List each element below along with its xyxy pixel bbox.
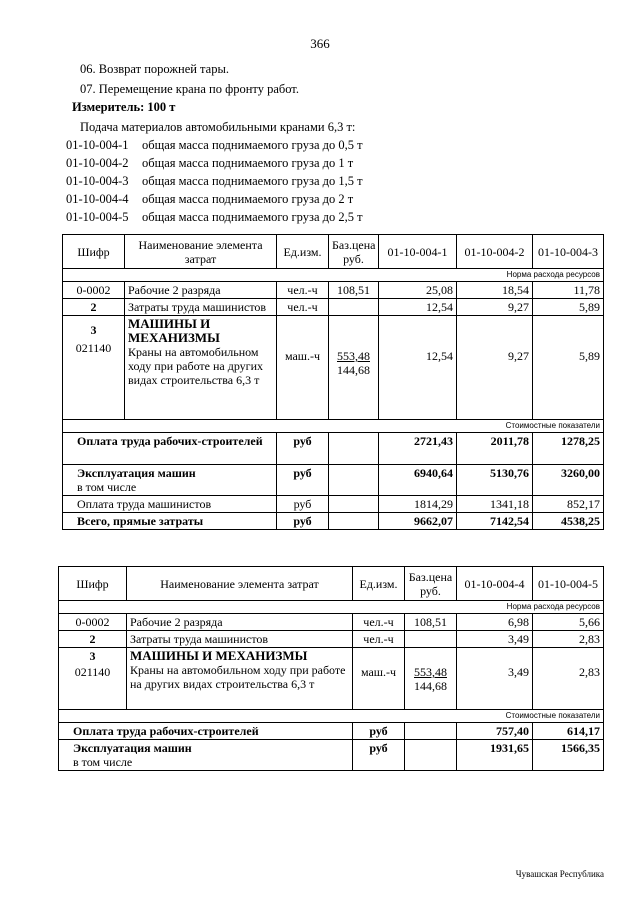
sum-unit: руб: [277, 465, 329, 496]
sum-value: 4538,25: [533, 513, 604, 530]
sum-value: 3260,00: [533, 465, 604, 496]
header-col-4: 01-10-004-4: [457, 567, 533, 601]
sum-value: 614,17: [533, 723, 604, 740]
sum-value: 1566,35: [533, 740, 604, 771]
header-col-3: 01-10-004-3: [533, 235, 604, 269]
cost-label: Стоимостные показатели: [63, 420, 604, 433]
row-code: 0-0002: [59, 614, 127, 631]
row-name-cell: [125, 316, 277, 420]
footer-region: Чувашская Республика: [515, 869, 604, 879]
header-price: Баз.цена руб.: [405, 567, 457, 601]
sum-unit: руб: [353, 723, 405, 740]
row-name: Затраты труда машинистов: [127, 631, 353, 648]
sum-value: 852,17: [533, 496, 604, 513]
row-name: Рабочие 2 разряда: [125, 282, 277, 299]
sum-value: 2011,78: [457, 433, 533, 465]
sum-value: 757,40: [457, 723, 533, 740]
intro-item: 01-10-004-5 общая масса поднимаемого груза до 2,5 т: [66, 210, 363, 224]
row-code-cell: [59, 648, 127, 710]
header-price: Баз.цена руб.: [329, 235, 379, 269]
row-value: 5,89: [533, 299, 604, 316]
sum-name: Всего, прямые затраты: [63, 513, 277, 530]
sum-unit: руб: [277, 496, 329, 513]
sum-value: 1341,18: [457, 496, 533, 513]
sum-value: 7142,54: [457, 513, 533, 530]
header-unit: Ед.изм.: [353, 567, 405, 601]
sum-sub: в том числе: [77, 480, 137, 494]
sum-name: Эксплуатация машин: [77, 466, 196, 480]
row-code: 2: [63, 299, 125, 316]
row-code: 2: [59, 631, 127, 648]
machine-price-2: 144,68: [414, 679, 447, 693]
row-value: 2,83: [533, 631, 604, 648]
intro-line-2: 07. Перемещение крана по фронту работ.: [80, 82, 299, 96]
row-code: 0-0002: [63, 282, 125, 299]
page-number: 366: [310, 36, 330, 51]
row-value: 6,98: [457, 614, 533, 631]
intro-item: 01-10-004-2 общая масса поднимаемого груза до 1 т: [66, 156, 354, 170]
norm-label: Норма расхода ресурсов: [63, 269, 604, 282]
machine-price-1: 553,48: [414, 665, 447, 679]
intro-heading: Подача материалов автомобильными кранами 6,3 т:: [80, 120, 356, 134]
header-unit: Ед.изм.: [277, 235, 329, 269]
sum-sub: в том числе: [73, 755, 133, 769]
row-value: 3,49: [508, 665, 529, 679]
resource-table-1: [62, 234, 604, 530]
row-value: 5,89: [579, 349, 600, 363]
header-name: Наименование элемента затрат: [127, 567, 353, 601]
row-unit: чел.-ч: [353, 614, 405, 631]
row-price: 108,51: [405, 614, 457, 631]
sum-value: 1931,65: [457, 740, 533, 771]
sum-name: Оплата труда машинистов: [63, 496, 277, 513]
header-name: Наименование элемента затрат: [125, 235, 277, 269]
row-value-cell: [457, 648, 533, 710]
row-value: 12,54: [426, 349, 453, 363]
row-unit: чел.-ч: [277, 299, 329, 316]
machine-code: 021140: [74, 665, 111, 679]
section-code: 3: [90, 323, 97, 337]
row-price-cell: [329, 316, 379, 420]
intro-item: 01-10-004-1 общая масса поднимаемого груза до 0,5 т: [66, 138, 363, 152]
row-value: 18,54: [457, 282, 533, 299]
sum-name-cell: [59, 740, 353, 771]
section-name: МАШИНЫ И МЕХАНИЗМЫ: [130, 648, 308, 663]
section-name: МАШИНЫ И МЕХАНИЗМЫ: [128, 316, 220, 345]
row-name-cell: [127, 648, 353, 710]
header-col-2: 01-10-004-2: [457, 235, 533, 269]
sum-value: 6940,64: [379, 465, 457, 496]
sum-name: Оплата труда рабочих-строителей: [63, 433, 277, 465]
machine-price-2: 144,68: [337, 363, 370, 377]
row-value: 9,27: [508, 349, 529, 363]
row-code-cell: [63, 316, 125, 420]
sum-value: 1814,29: [379, 496, 457, 513]
row-value-cell: [379, 316, 457, 420]
section-code: 3: [89, 649, 96, 663]
row-unit-cell: [353, 648, 405, 710]
intro-item: 01-10-004-4 общая масса поднимаемого груза до 2 т: [66, 192, 354, 206]
intro-line-1: 06. Возврат порожней тары.: [80, 62, 229, 76]
sum-value: 9662,07: [379, 513, 457, 530]
machine-name: Краны на автомобильном ходу при работе на других видах строительства 6,3 т: [130, 663, 346, 691]
norm-label: Норма расхода ресурсов: [59, 601, 604, 614]
measure-unit: Измеритель: 100 т: [72, 100, 176, 114]
sum-value: 5130,76: [457, 465, 533, 496]
machine-code: 021140: [75, 341, 112, 355]
row-value: 3,49: [457, 631, 533, 648]
machine-unit: маш.-ч: [284, 349, 321, 363]
row-value: 2,83: [579, 665, 600, 679]
machine-price-1: 553,48: [337, 349, 370, 363]
cost-label: Стоимостные показатели: [59, 710, 604, 723]
row-unit-cell: [277, 316, 329, 420]
row-price-cell: [405, 648, 457, 710]
sum-name: Оплата труда рабочих-строителей: [59, 723, 353, 740]
row-name: Рабочие 2 разряда: [127, 614, 353, 631]
header-col-5: 01-10-004-5: [533, 567, 604, 601]
row-name: Затраты труда машинистов: [125, 299, 277, 316]
intro-item: 01-10-004-3 общая масса поднимаемого груза до 1,5 т: [66, 174, 363, 188]
row-value: 11,78: [533, 282, 604, 299]
row-value-cell: [533, 648, 604, 710]
row-value-cell: [457, 316, 533, 420]
header-code: Шифр: [63, 235, 125, 269]
header-code: Шифр: [59, 567, 127, 601]
sum-name-cell: [63, 465, 277, 496]
sum-value: 2721,43: [379, 433, 457, 465]
row-value: 5,66: [533, 614, 604, 631]
row-unit: чел.-ч: [353, 631, 405, 648]
sum-name: Эксплуатация машин: [73, 741, 192, 755]
sum-value: 1278,25: [533, 433, 604, 465]
header-col-1: 01-10-004-1: [379, 235, 457, 269]
machine-name: Краны на автомобильном ходу при работе на других видах строительства 6,3 т: [128, 345, 264, 387]
row-value: 9,27: [457, 299, 533, 316]
row-value: 25,08: [379, 282, 457, 299]
row-value-cell: [533, 316, 604, 420]
resource-table-2: [58, 566, 604, 771]
sum-unit: руб: [353, 740, 405, 771]
sum-unit: руб: [277, 433, 329, 465]
row-value: 12,54: [379, 299, 457, 316]
row-unit: чел.-ч: [277, 282, 329, 299]
sum-unit: руб: [277, 513, 329, 530]
machine-unit: маш.-ч: [360, 665, 397, 679]
row-price: 108,51: [329, 282, 379, 299]
